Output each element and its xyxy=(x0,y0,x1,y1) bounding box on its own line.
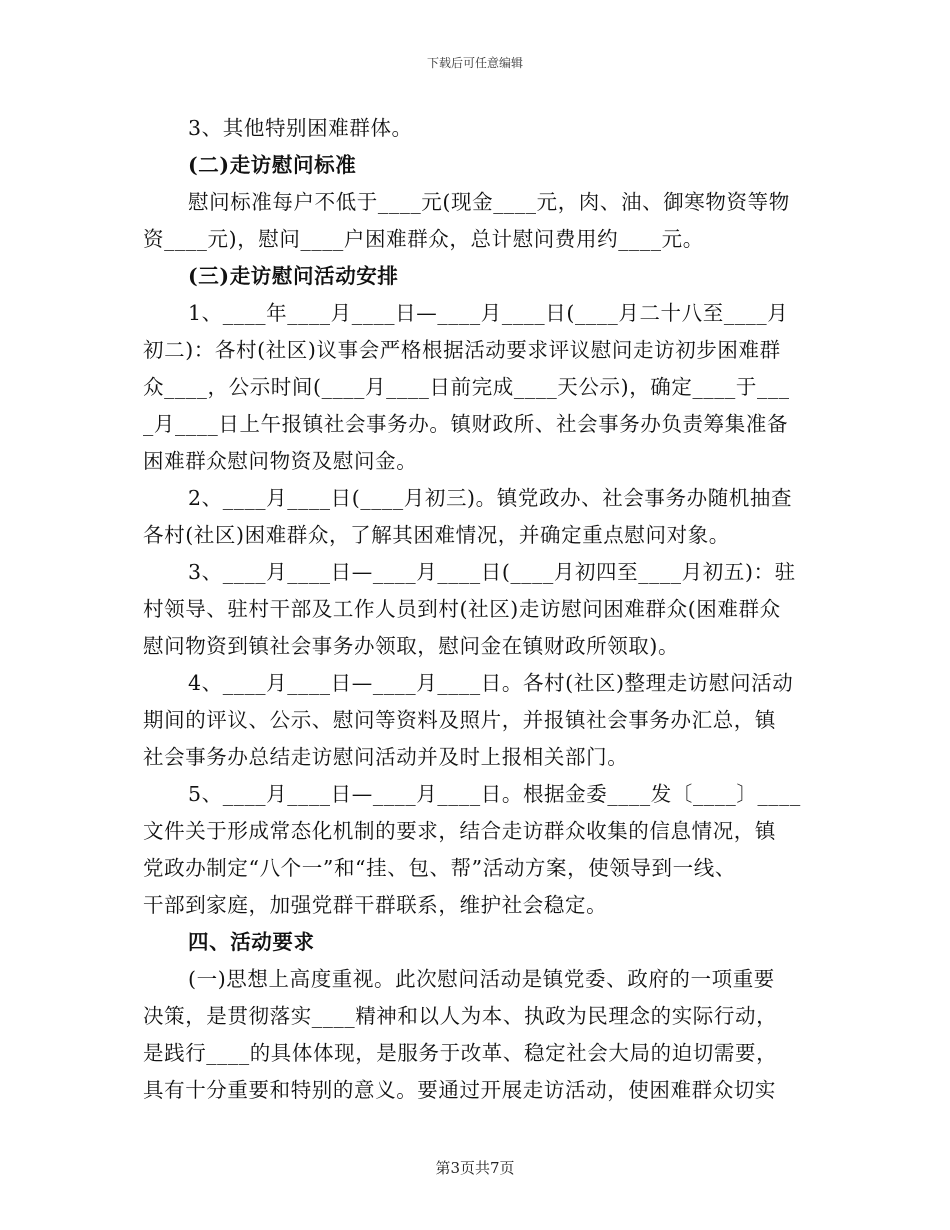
text-line: 决策，是贯彻落实____精神和以人为本、执政为民理念的实际行动， xyxy=(143,1004,778,1028)
text-line: 慰问标准每户不低于____元(现金____元，肉、油、御寒物资等物 xyxy=(188,190,790,214)
text-line: 3、____月____日—____月____日(____月初四至____月初五)：驻 xyxy=(188,560,796,584)
text-line: 众____，公示时间(____月____日前完成____天公示)，确定____于___ xyxy=(143,375,790,399)
text-line: 文件关于形成常态化机制的要求，结合走访群众收集的信息情况，镇 xyxy=(143,819,776,843)
text-line: 是践行____的具体体现，是服务于改革、稳定社会大局的迫切需要， xyxy=(143,1041,778,1065)
text-line: 各村(社区)困难群众，了解其困难情况，并确定重点慰问对象。 xyxy=(143,523,730,547)
text-line: 4、____月____日—____月____日。各村(社区)整理走访慰问活动 xyxy=(188,671,794,695)
section-heading: 四、活动要求 xyxy=(188,930,315,954)
text-line: 困难群众慰问物资及慰问金。 xyxy=(143,449,418,473)
text-line: 初二)：各村(社区)议事会严格根据活动要求评议慰问走访初步困难群 xyxy=(143,338,781,362)
text-line: _月____日上午报镇社会事务办。镇财政所、社会事务办负责筹集准备 xyxy=(143,412,789,436)
section-heading: (三)走访慰问活动安排 xyxy=(188,264,399,288)
page-footer: 第3页共7页 xyxy=(435,1159,515,1177)
text-line: 1、____年____月____日—____月____日(____月二十八至____月 xyxy=(188,301,789,325)
text-line: 党政办制定“八个一”和“挂、包、帮”活动方案，使领导到一线、 xyxy=(143,856,736,880)
text-line: 干部到家庭，加强党群干群联系，维护社会稳定。 xyxy=(143,893,608,917)
text-line: 5、____月____日—____月____日。根据金委____发〔____〕____ xyxy=(188,782,801,806)
page-header: 下载后可任意编辑 xyxy=(426,56,523,70)
text-line: 期间的评议、公示、慰问等资料及照片，并报镇社会事务办汇总，镇 xyxy=(143,708,776,732)
text-line: 具有十分重要和特别的意义。要通过开展走访活动，使困难群众切实 xyxy=(143,1078,776,1102)
text-line: 3、其他特别困难群体。 xyxy=(188,116,413,140)
text-line: 慰问物资到镇社会事务办领取，慰问金在镇财政所领取)。 xyxy=(143,634,680,658)
text-line: 2、____月____日(____月初三)。镇党政办、社会事务办随机抽查 xyxy=(188,486,793,510)
text-line: 村领导、驻村干部及工作人员到村(社区)走访慰问困难群众(困难群众 xyxy=(143,597,781,621)
section-heading: (二)走访慰问标准 xyxy=(188,153,357,177)
text-line: (一)思想上高度重视。此次慰问活动是镇党委、政府的一项重要 xyxy=(188,967,775,991)
document-body xyxy=(143,110,805,1109)
text-line: 资____元)，慰问____户困难群众，总计慰问费用约____元。 xyxy=(143,227,704,251)
text-line: 社会事务办总结走访慰问活动并及时上报相关部门。 xyxy=(143,745,629,769)
